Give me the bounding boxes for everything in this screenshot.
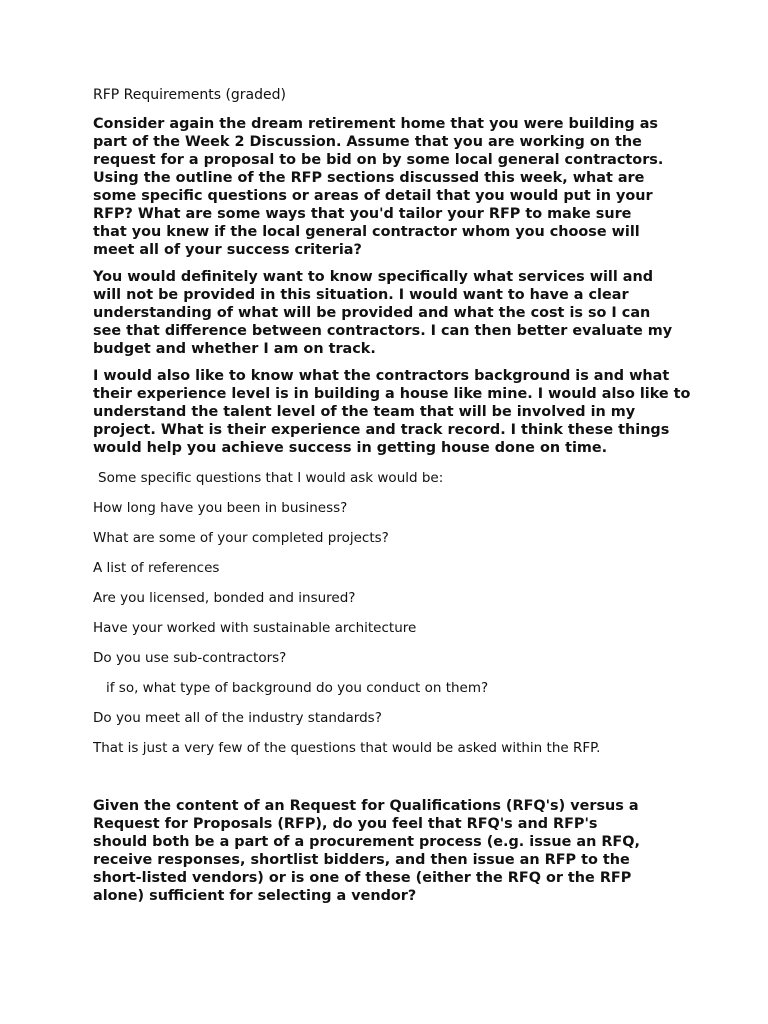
- question-item: Have your worked with sustainable architecture: [93, 620, 417, 636]
- question-item: Do you use sub-contractors?: [93, 650, 287, 666]
- discussion-prompt-2: Given the content of an Request for Qualifications (RFQ's) versus a Request for Proposals (RFP), do you feel that RFQ's and RFP's should both be a part of a procurement process (e.g. issue an RFQ, receive responses, shortlist bidders, and then issue an RFP to the short-listed vendors) or is one of these (either the RFQ or the RFP alone) sufficient for selecting a vendor?: [93, 798, 640, 904]
- question-item: What are some of your completed projects?: [93, 530, 389, 546]
- question-item: How long have you been in business?: [93, 500, 348, 516]
- answer-paragraph-2: I would also like to know what the contractors background is and what their experience level is in building a house like mine. I would also like to understand the talent level of the team that will be involved in my project. What is their experience and track record. I think these things would help you achieve success in getting house done on time.: [93, 368, 691, 456]
- document-body: [93, 86, 691, 914]
- question-item: Do you meet all of the industry standards?: [93, 710, 382, 726]
- question-item: Are you licensed, bonded and insured?: [93, 590, 356, 606]
- closing-statement: That is just a very few of the questions that would be asked within the RFP.: [93, 740, 601, 756]
- answer-paragraph-1: You would definitely want to know specifically what services will and will not be provided in this situation. I would want to have a clear understanding of what will be provided and what the cost is so I can see that difference between contractors. I can then better evaluate my budget and whether I am on track.: [93, 269, 673, 357]
- blank-space: [93, 769, 683, 797]
- question-item: A list of references: [93, 560, 220, 576]
- question-subitem: if so, what type of background do you conduct on them?: [106, 680, 489, 696]
- document-title: RFP Requirements (graded): [93, 87, 286, 103]
- discussion-prompt-1: Consider again the dream retirement home that you were building as part of the Week 2 Discussion. Assume that you are working on the request for a proposal to be bid on by some local general contractors. Using the outline of the RFP sections discussed this week, what are some specific questions or areas of detail that you would put in your RFP? What are some ways that you'd tailor your RFP to make sure that you knew if the local general contractor whom you choose will meet all of your success criteria?: [93, 116, 664, 258]
- questions-intro: Some specific questions that I would ask would be:: [98, 470, 444, 486]
